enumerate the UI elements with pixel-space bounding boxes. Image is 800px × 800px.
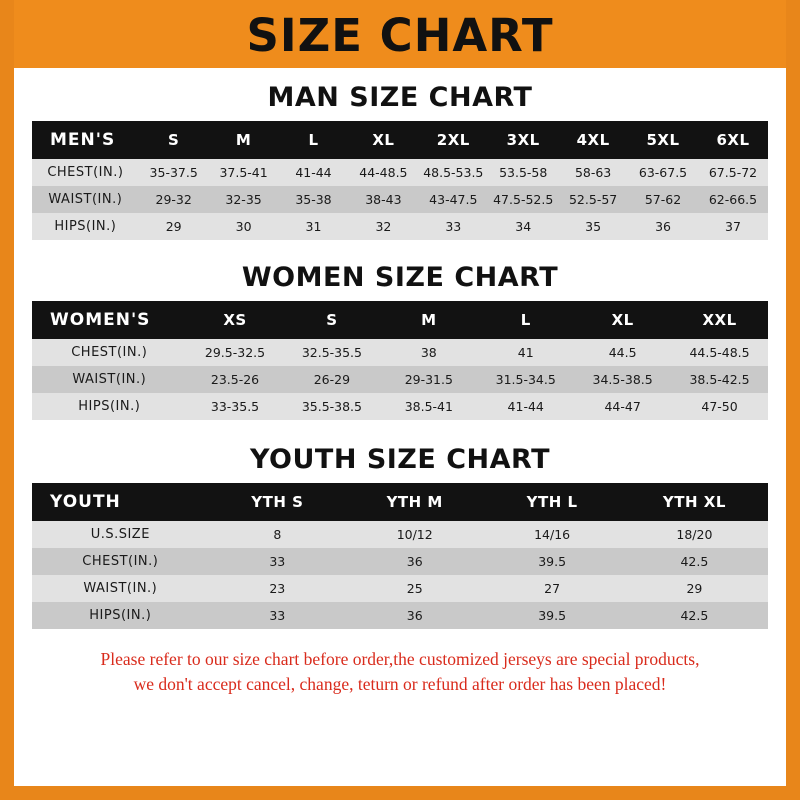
women-row-0-cell-4: 44.5: [574, 339, 671, 366]
men-col-2: L: [279, 121, 349, 159]
men-row-0-cell-2: 41-44: [279, 159, 349, 186]
youth-row-2-cell-2: 27: [483, 575, 620, 602]
women-row-1-cell-2: 29-31.5: [380, 366, 477, 393]
table-row: [32, 159, 768, 186]
women-col-0: XS: [187, 301, 284, 339]
women-section-title: WOMEN SIZE CHART: [241, 262, 559, 293]
page-title: SIZE CHART: [246, 8, 554, 62]
men-row-header-label: MEN'S: [32, 121, 139, 159]
men-row-1-cell-2: 35-38: [279, 186, 349, 213]
women-row-1-cell-5: 38.5-42.5: [671, 366, 768, 393]
youth-row-0-cell-1: 10/12: [346, 521, 483, 548]
footer-line-2: we don't accept cancel, change, teturn or refund after order has been placed!: [133, 674, 667, 695]
women-col-5: XXL: [671, 301, 768, 339]
men-row-0-cell-7: 63-67.5: [628, 159, 698, 186]
men-row-2-cell-3: 32: [348, 213, 418, 240]
youth-table-head: [32, 483, 768, 521]
youth-section-title: YOUTH SIZE CHART: [249, 444, 551, 475]
women-col-4: XL: [574, 301, 671, 339]
youth-table-body: [32, 521, 768, 629]
table-row: [32, 521, 768, 548]
men-row-1-cell-1: 32-35: [209, 186, 279, 213]
women-row-1-label: WAIST(IN.): [32, 366, 187, 393]
youth-row-1-cell-3: 42.5: [621, 548, 768, 575]
women-row-0-cell-3: 41: [477, 339, 574, 366]
women-col-3: L: [477, 301, 574, 339]
men-row-0-cell-4: 48.5-53.5: [418, 159, 488, 186]
youth-row-header-label: YOUTH: [32, 483, 209, 521]
women-row-2-cell-5: 47-50: [671, 393, 768, 420]
table-row: [32, 393, 768, 420]
men-row-2-cell-7: 36: [628, 213, 698, 240]
men-col-5: 3XL: [488, 121, 558, 159]
table-row: [32, 339, 768, 366]
women-row-0-cell-2: 38: [380, 339, 477, 366]
women-table-body: [32, 339, 768, 420]
men-row-0-cell-8: 67.5-72: [698, 159, 768, 186]
table-header-row: [32, 301, 768, 339]
youth-row-2-cell-3: 29: [621, 575, 768, 602]
men-row-1-cell-8: 62-66.5: [698, 186, 768, 213]
men-section-title: MAN SIZE CHART: [267, 82, 533, 113]
men-row-2-label: HIPS(IN.): [32, 213, 139, 240]
women-row-0-label: CHEST(IN.): [32, 339, 187, 366]
youth-col-3: YTH XL: [621, 483, 768, 521]
men-row-1-cell-7: 57-62: [628, 186, 698, 213]
youth-row-0-cell-0: 8: [209, 521, 346, 548]
women-size-table: [32, 301, 768, 420]
youth-row-3-cell-3: 42.5: [621, 602, 768, 629]
men-row-2-cell-4: 33: [418, 213, 488, 240]
women-row-0-cell-0: 29.5-32.5: [187, 339, 284, 366]
youth-col-0: YTH S: [209, 483, 346, 521]
table-row: [32, 548, 768, 575]
men-row-2-cell-6: 35: [558, 213, 628, 240]
youth-row-2-cell-0: 23: [209, 575, 346, 602]
youth-row-3-cell-2: 39.5: [483, 602, 620, 629]
youth-row-2-cell-1: 25: [346, 575, 483, 602]
men-row-1-cell-4: 43-47.5: [418, 186, 488, 213]
men-row-1-label: WAIST(IN.): [32, 186, 139, 213]
men-row-2-cell-2: 31: [279, 213, 349, 240]
youth-row-1-cell-1: 36: [346, 548, 483, 575]
youth-row-2-label: WAIST(IN.): [32, 575, 209, 602]
women-table-head: [32, 301, 768, 339]
men-row-2-cell-5: 34: [488, 213, 558, 240]
footer-line-1: Please refer to our size chart before order,the customized jerseys are special products,: [100, 649, 700, 669]
youth-row-1-cell-2: 39.5: [483, 548, 620, 575]
men-size-table: [32, 121, 768, 240]
table-row: [32, 366, 768, 393]
men-row-0-cell-0: 35-37.5: [139, 159, 209, 186]
youth-row-1-cell-0: 33: [209, 548, 346, 575]
women-row-2-cell-2: 38.5-41: [380, 393, 477, 420]
women-row-2-cell-3: 41-44: [477, 393, 574, 420]
youth-chart-wrapper: [14, 483, 786, 629]
women-chart-wrapper: [14, 301, 786, 420]
table-header-row: [32, 121, 768, 159]
youth-row-3-label: HIPS(IN.): [32, 602, 209, 629]
men-table-body: [32, 159, 768, 240]
youth-row-0-cell-2: 14/16: [483, 521, 620, 548]
youth-col-2: YTH L: [483, 483, 620, 521]
women-row-0-cell-1: 32.5-35.5: [283, 339, 380, 366]
table-row: [32, 575, 768, 602]
table-row: [32, 186, 768, 213]
women-row-2-label: HIPS(IN.): [32, 393, 187, 420]
youth-col-1: YTH M: [346, 483, 483, 521]
women-row-2-cell-4: 44-47: [574, 393, 671, 420]
women-row-header-label: WOMEN'S: [32, 301, 187, 339]
men-row-0-cell-1: 37.5-41: [209, 159, 279, 186]
table-row: [32, 602, 768, 629]
men-col-4: 2XL: [418, 121, 488, 159]
men-row-1-cell-3: 38-43: [348, 186, 418, 213]
women-row-2-cell-1: 35.5-38.5: [283, 393, 380, 420]
men-row-2-cell-1: 30: [209, 213, 279, 240]
men-row-0-cell-5: 53.5-58: [488, 159, 558, 186]
men-col-3: XL: [348, 121, 418, 159]
men-col-8: 6XL: [698, 121, 768, 159]
youth-size-table: [32, 483, 768, 629]
youth-row-0-cell-3: 18/20: [621, 521, 768, 548]
youth-row-1-label: CHEST(IN.): [32, 548, 209, 575]
youth-row-3-cell-1: 36: [346, 602, 483, 629]
men-row-0-cell-6: 58-63: [558, 159, 628, 186]
footer-band: [0, 786, 800, 800]
men-table-head: [32, 121, 768, 159]
men-row-1-cell-0: 29-32: [139, 186, 209, 213]
women-row-1-cell-0: 23.5-26: [187, 366, 284, 393]
men-col-1: M: [209, 121, 279, 159]
youth-row-0-label: U.S.SIZE: [32, 521, 209, 548]
table-row: [32, 213, 768, 240]
men-row-2-cell-8: 37: [698, 213, 768, 240]
men-col-7: 5XL: [628, 121, 698, 159]
women-row-1-cell-3: 31.5-34.5: [477, 366, 574, 393]
page-header-band: [14, 0, 786, 68]
women-row-2-cell-0: 33-35.5: [187, 393, 284, 420]
men-row-2-cell-0: 29: [139, 213, 209, 240]
men-row-0-label: CHEST(IN.): [32, 159, 139, 186]
men-chart-wrapper: [14, 121, 786, 240]
youth-row-3-cell-0: 33: [209, 602, 346, 629]
men-col-0: S: [139, 121, 209, 159]
footer-disclaimer: [14, 647, 786, 698]
table-header-row: [32, 483, 768, 521]
women-row-1-cell-1: 26-29: [283, 366, 380, 393]
women-row-1-cell-4: 34.5-38.5: [574, 366, 671, 393]
men-row-1-cell-5: 47.5-52.5: [488, 186, 558, 213]
men-row-1-cell-6: 52.5-57: [558, 186, 628, 213]
men-row-0-cell-3: 44-48.5: [348, 159, 418, 186]
women-col-2: M: [380, 301, 477, 339]
women-col-1: S: [283, 301, 380, 339]
women-row-0-cell-5: 44.5-48.5: [671, 339, 768, 366]
men-col-6: 4XL: [558, 121, 628, 159]
